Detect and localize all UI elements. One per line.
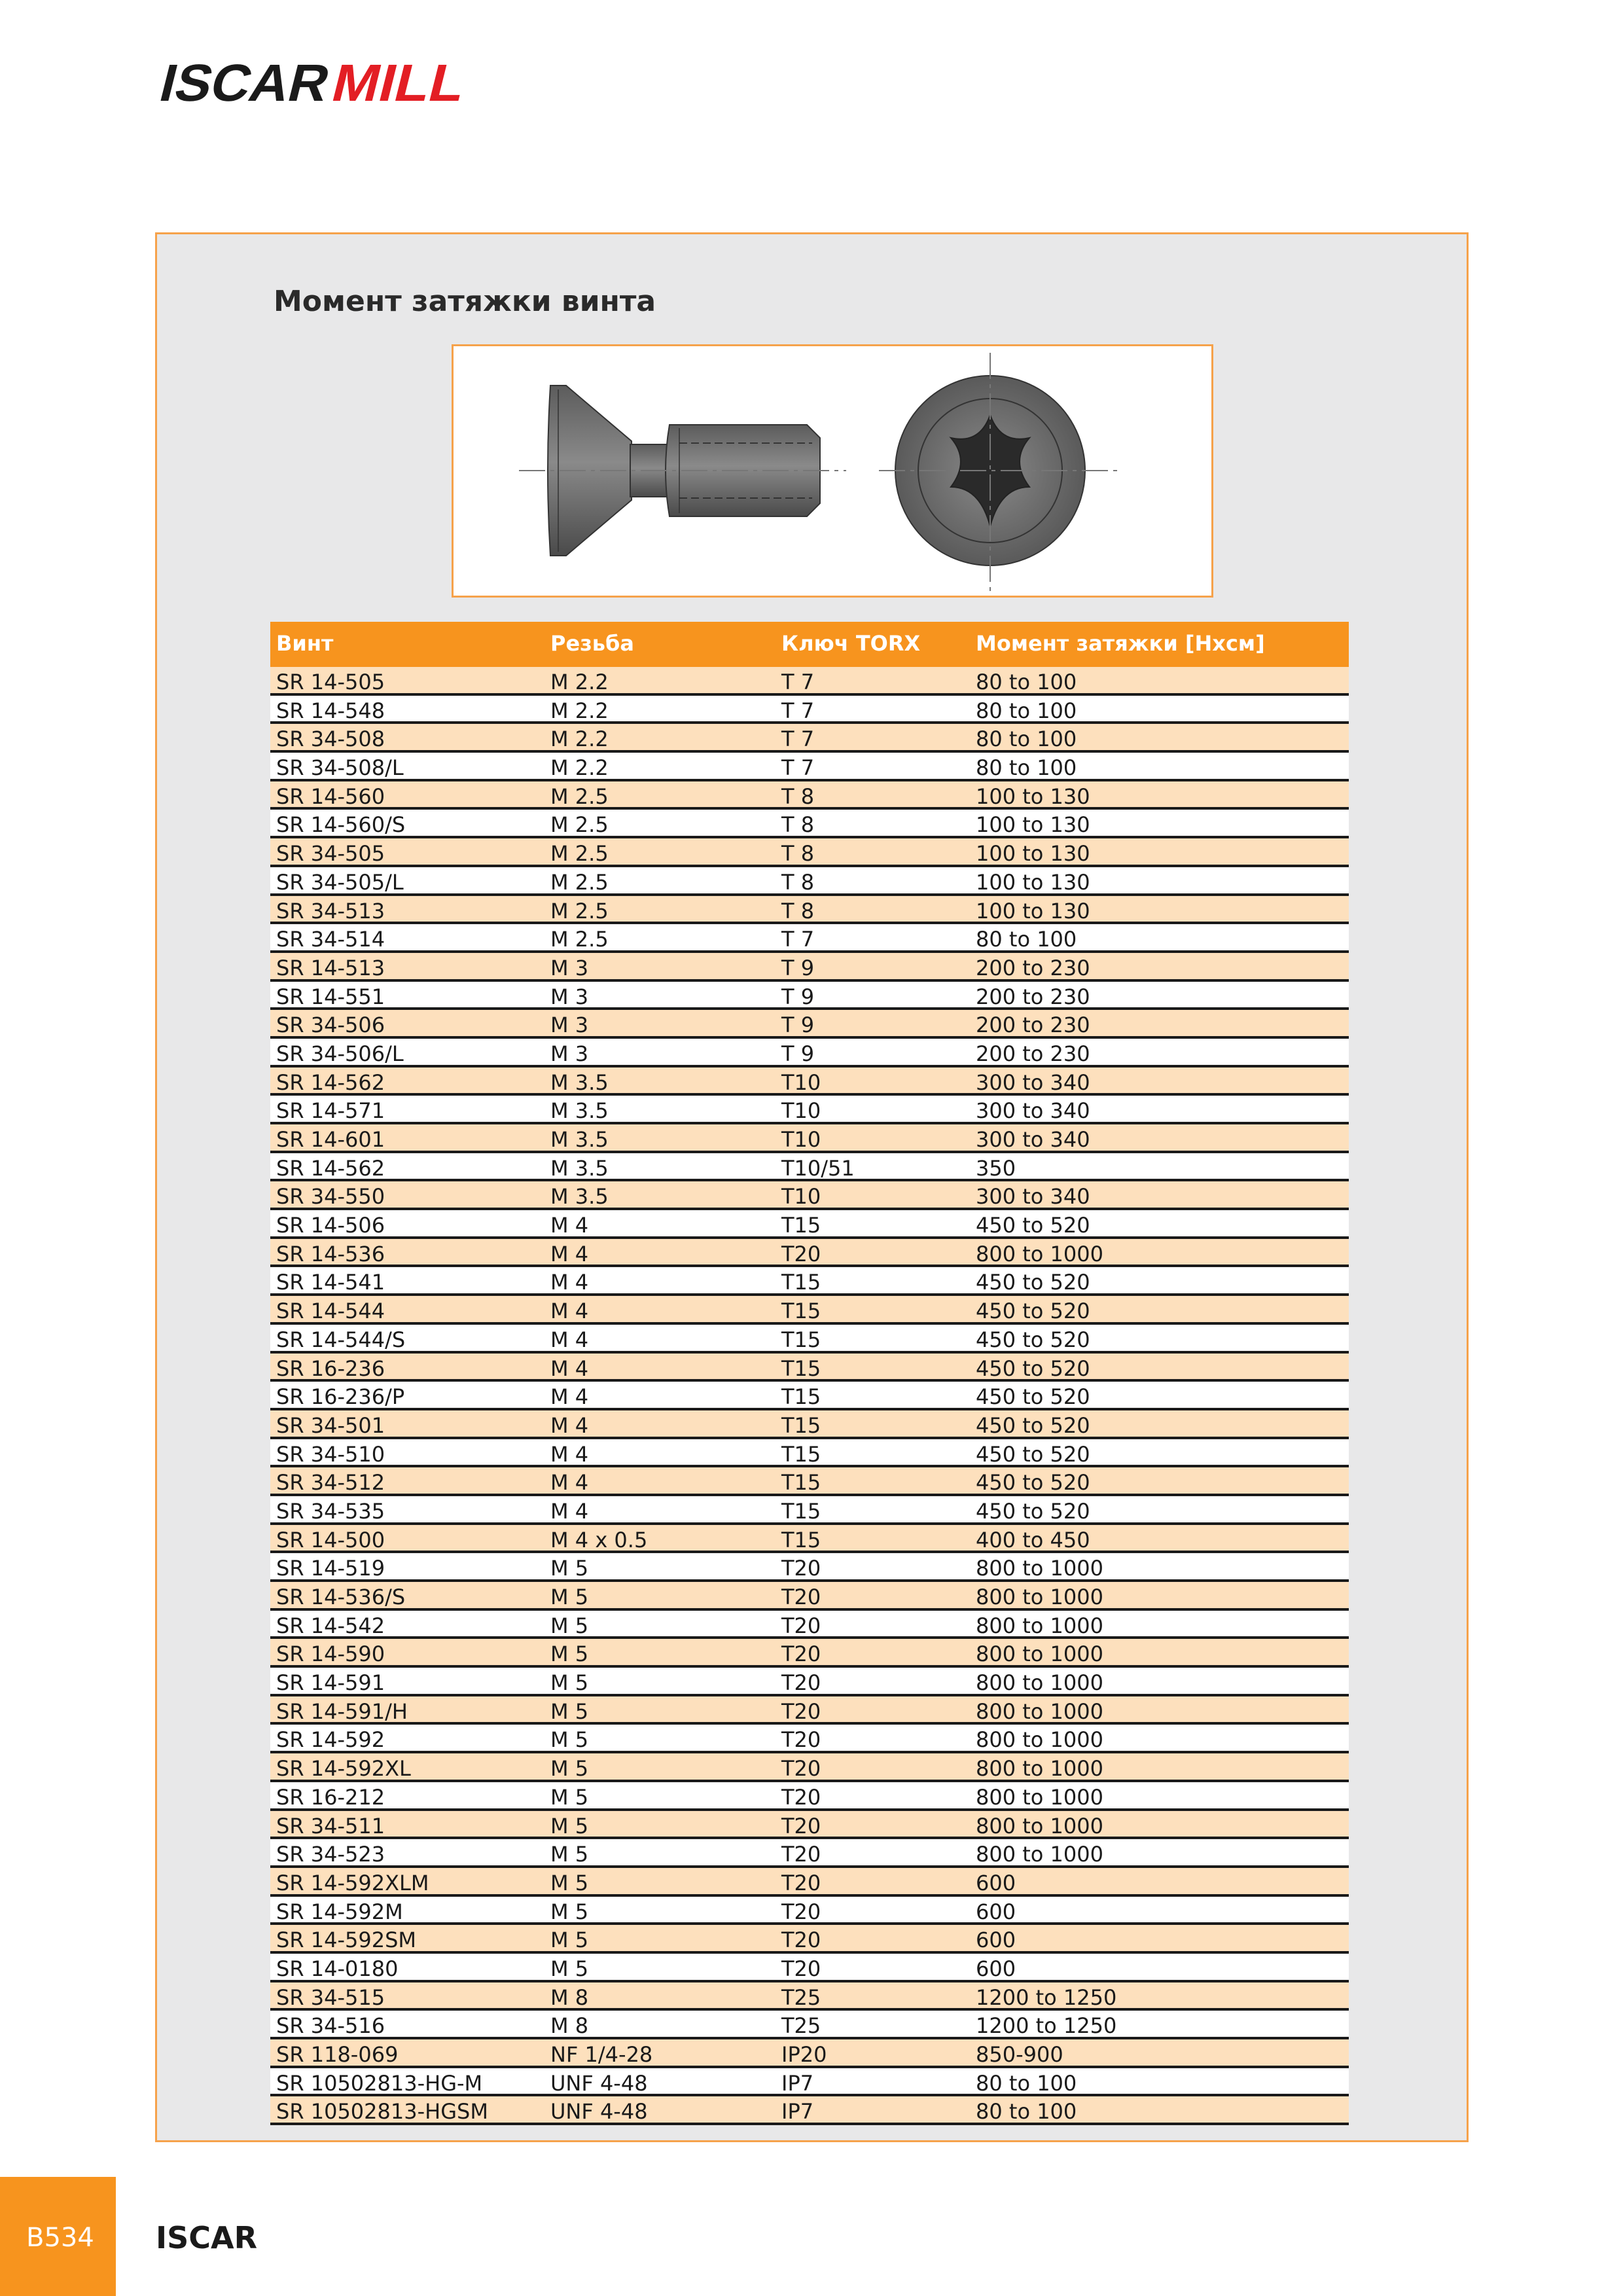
cell-torx: T10 [781,1069,821,1095]
cell-torx: T20 [781,1870,821,1895]
cell-thread: M 2.5 [550,783,609,809]
cell-torx: T 9 [781,1041,815,1066]
cell-torx: IP7 [781,2099,814,2125]
iscarmill-logo [156,54,463,107]
svg-text:MILL: MILL [326,54,463,107]
table-row [270,1753,1349,1782]
cell-torque: 200 to 230 [976,984,1090,1009]
cell-screw: SR 14-590 [276,1641,385,1667]
cell-torx: T 8 [781,869,815,895]
table-row [270,1496,1349,1525]
cell-screw: SR 14-592M [276,1899,403,1924]
table-row [270,1525,1349,1554]
table-row [270,1267,1349,1296]
cell-thread: M 5 [550,1641,589,1667]
table-row [270,896,1349,925]
cell-thread: UNF 4-48 [550,2070,648,2096]
cell-thread: M 2.5 [550,898,609,924]
table-row [270,2011,1349,2039]
cell-screw: SR 14-506 [276,1213,385,1238]
cell-torque: 800 to 1000 [976,1641,1103,1667]
col-header-torx: Ключ TORX [781,631,921,656]
cell-thread: M 4 [550,1270,589,1295]
cell-thread: M 5 [550,1784,589,1810]
table-row [270,1582,1349,1611]
cell-thread: M 3.5 [550,1155,609,1181]
cell-screw: SR 14-551 [276,984,385,1009]
screw-illustration [452,344,1213,598]
cell-screw: SR 14-541 [276,1270,385,1295]
cell-torque: 450 to 520 [976,1355,1090,1381]
cell-torque: 100 to 130 [976,869,1090,895]
cell-torx: T15 [781,1470,821,1496]
cell-torx: T 8 [781,783,815,809]
cell-screw: SR 118-069 [276,2042,399,2067]
cell-screw: SR 16-236/P [276,1384,405,1410]
cell-thread: M 5 [550,1813,589,1839]
cell-screw: SR 34-505/L [276,869,404,895]
cell-torx: T 7 [781,726,815,752]
cell-torx: T20 [781,1556,821,1581]
page-number: B534 [26,2223,94,2253]
table-body [270,667,1349,2125]
table-row [270,982,1349,1011]
cell-screw: SR 14-536/S [276,1585,406,1609]
cell-torx: T15 [781,1213,821,1238]
table-row [270,1153,1349,1182]
cell-torx: T20 [781,1756,821,1782]
cell-screw: SR 14-513 [276,955,385,980]
cell-torx: T20 [781,1641,821,1667]
cell-thread: M 4 [550,1327,589,1352]
section-title: Момент затяжки винта [274,285,656,318]
cell-thread: M 4 [550,1412,589,1438]
cell-thread: M 5 [550,1670,589,1696]
cell-torque: 300 to 340 [976,1127,1090,1152]
cell-thread: M 2.2 [550,726,609,752]
cell-torque: 100 to 130 [976,841,1090,867]
table-row [270,2096,1349,2125]
cell-torx: T20 [781,1928,821,1953]
cell-torque: 80 to 100 [976,755,1077,781]
cell-torque: 800 to 1000 [976,1842,1103,1867]
cell-torx: T20 [781,1784,821,1810]
cell-thread: M 3.5 [550,1184,609,1210]
cell-screw: SR 14-548 [276,698,385,723]
cell-screw: SR 34-514 [276,927,385,952]
cell-thread: NF 1/4-28 [550,2042,653,2067]
table-row [270,781,1349,810]
table-row [270,1868,1349,1897]
table-row [270,724,1349,753]
cell-torque: 600 [976,1928,1016,1953]
cell-torque: 80 to 100 [976,2070,1077,2096]
cell-screw: SR 34-510 [276,1441,385,1467]
cell-screw: SR 14-0180 [276,1956,399,1981]
cell-torque: 800 to 1000 [976,1585,1103,1609]
torque-table [270,622,1349,2125]
table-row [270,1124,1349,1153]
cell-thread: M 5 [550,1585,589,1609]
cell-torque: 600 [976,1870,1016,1895]
cell-torx: T20 [781,1899,821,1924]
cell-torx: T15 [781,1270,821,1295]
cell-screw: SR 34-511 [276,1813,385,1839]
cell-screw: SR 14-591/H [276,1698,408,1724]
cell-torque: 100 to 130 [976,898,1090,924]
cell-torx: T20 [781,1613,821,1638]
cell-screw: SR 34-535 [276,1498,385,1524]
cell-torque: 450 to 520 [976,1270,1090,1295]
table-row [270,1782,1349,1811]
cell-torque: 1200 to 1250 [976,2013,1117,2039]
cell-screw: SR 34-550 [276,1184,385,1210]
cell-screw: SR 14-601 [276,1127,385,1152]
cell-screw: SR 34-513 [276,898,385,924]
cell-screw: SR 34-506 [276,1013,385,1038]
cell-screw: SR 14-500 [276,1527,385,1552]
cell-screw: SR 10502813-HGSM [276,2099,488,2125]
cell-torx: T 7 [781,755,815,781]
cell-torque: 450 to 520 [976,1441,1090,1467]
cell-screw: SR 16-212 [276,1784,385,1810]
cell-torque: 600 [976,1956,1016,1981]
cell-torque: 200 to 230 [976,955,1090,980]
cell-thread: M 5 [550,1556,589,1581]
cell-torx: T 7 [781,698,815,723]
cell-torque: 450 to 520 [976,1412,1090,1438]
cell-thread: M 2.2 [550,670,609,694]
cell-thread: UNF 4-48 [550,2099,648,2125]
table-row [270,1725,1349,1753]
cell-torque: 80 to 100 [976,2099,1077,2125]
table-row [270,1954,1349,1982]
cell-thread: M 3.5 [550,1098,609,1124]
cell-thread: M 2.2 [550,755,609,781]
cell-torx: T10 [781,1184,821,1210]
cell-thread: M 2.5 [550,841,609,867]
cell-screw: SR 14-560 [276,783,385,809]
table-row [270,1181,1349,1210]
cell-torx: T20 [781,1813,821,1839]
cell-torque: 800 to 1000 [976,1813,1103,1839]
cell-torx: IP7 [781,2070,814,2096]
cell-thread: M 5 [550,1727,589,1753]
cell-torx: T20 [781,1842,821,1867]
cell-torque: 450 to 520 [976,1213,1090,1238]
cell-torx: T15 [781,1384,821,1410]
cell-screw: SR 14-505 [276,670,385,694]
table-row [270,1039,1349,1067]
table-row [270,1811,1349,1840]
cell-thread: M 5 [550,1698,589,1724]
table-row [270,2068,1349,2097]
cell-torque: 450 to 520 [976,1470,1090,1496]
cell-torx: T15 [781,1327,821,1352]
table-row [270,1467,1349,1496]
col-header-screw: Винт [276,631,334,656]
cell-thread: M 4 [550,1355,589,1381]
cell-screw: SR 14-562 [276,1069,385,1095]
cell-thread: M 8 [550,1984,589,2010]
cell-torx: T 9 [781,984,815,1009]
cell-torx: T20 [781,1727,821,1753]
cell-thread: M 5 [550,1756,589,1782]
table-row [270,1897,1349,1926]
cell-thread: M 5 [550,1899,589,1924]
cell-torque: 600 [976,1899,1016,1924]
cell-torx: T 8 [781,898,815,924]
cell-thread: M 4 [550,1384,589,1410]
cell-torque: 350 [976,1155,1016,1181]
table-row [270,1925,1349,1954]
cell-torque: 80 to 100 [976,726,1077,752]
cell-torque: 1200 to 1250 [976,1984,1117,2010]
cell-screw: SR 10502813-HG-M [276,2070,483,2096]
cell-thread: M 2.2 [550,698,609,723]
cell-torx: T20 [781,1956,821,1981]
cell-thread: M 4 [550,1213,589,1238]
cell-torx: T 8 [781,812,815,838]
table-row [270,1696,1349,1725]
table-row [270,1354,1349,1382]
cell-screw: SR 14-542 [276,1613,385,1638]
cell-thread: M 2.5 [550,927,609,952]
cell-thread: M 5 [550,1870,589,1895]
cell-screw: SR 14-592XL [276,1756,411,1782]
table-row [270,1210,1349,1239]
cell-screw: SR 34-515 [276,1984,385,2010]
cell-torque: 800 to 1000 [976,1613,1103,1638]
cell-thread: M 4 [550,1441,589,1467]
cell-torx: T10 [781,1098,821,1124]
cell-torx: IP20 [781,2042,827,2067]
cell-thread: M 5 [550,1956,589,1981]
cell-torque: 200 to 230 [976,1041,1090,1066]
table-row [270,1325,1349,1354]
cell-thread: M 3 [550,984,589,1009]
cell-thread: M 2.5 [550,869,609,895]
cell-torx: T20 [781,1670,821,1696]
cell-torque: 850-900 [976,2042,1063,2067]
cell-screw: SR 34-501 [276,1412,385,1438]
cell-screw: SR 14-562 [276,1155,385,1181]
cell-thread: M 4 [550,1470,589,1496]
cell-thread: M 3 [550,1013,589,1038]
cell-torx: T15 [781,1299,821,1324]
cell-torx: T15 [781,1498,821,1524]
cell-torx: T15 [781,1355,821,1381]
cell-screw: SR 14-536 [276,1241,385,1266]
table-row [270,2039,1349,2068]
cell-screw: SR 34-512 [276,1470,385,1496]
cell-torque: 800 to 1000 [976,1698,1103,1724]
cell-screw: SR 34-508/L [276,755,404,781]
cell-torque: 300 to 340 [976,1184,1090,1210]
table-row [270,696,1349,725]
cell-torx: T15 [781,1412,821,1438]
cell-torx: T25 [781,1984,821,2010]
cell-torque: 800 to 1000 [976,1784,1103,1810]
table-row [270,1982,1349,2011]
cell-torx: T 9 [781,1013,815,1038]
cell-screw: SR 14-560/S [276,812,406,838]
table-row [270,810,1349,838]
cell-torque: 80 to 100 [976,670,1077,694]
table-row [270,838,1349,867]
cell-screw: SR 34-516 [276,2013,385,2039]
table-row [270,1668,1349,1696]
cell-torque: 800 to 1000 [976,1670,1103,1696]
cell-screw: SR 34-505 [276,841,385,867]
svg-text:ISCAR: ISCAR [156,54,332,107]
footer-brand: ISCAR [156,2220,258,2255]
cell-torx: T 8 [781,841,815,867]
cell-torque: 80 to 100 [976,927,1077,952]
table-row [270,1611,1349,1640]
col-header-thread: Резьба [550,631,634,656]
cell-torque: 450 to 520 [976,1384,1090,1410]
cell-thread: M 2.5 [550,812,609,838]
table-row [270,1410,1349,1439]
cell-screw: SR 34-508 [276,726,385,752]
table-row [270,1639,1349,1668]
table-row [270,1239,1349,1268]
table-row [270,1296,1349,1325]
cell-screw: SR 14-571 [276,1098,385,1124]
cell-thread: M 3.5 [550,1127,609,1152]
cell-torx: T15 [781,1441,821,1467]
table-row [270,753,1349,781]
cell-torque: 450 to 520 [976,1498,1090,1524]
table-row [270,953,1349,982]
cell-torx: T15 [781,1527,821,1552]
cell-torx: T 7 [781,927,815,952]
col-header-torque: Момент затяжки [Нхсм] [976,631,1265,656]
cell-torque: 400 to 450 [976,1527,1090,1552]
cell-thread: M 3.5 [550,1069,609,1095]
table-row [270,1439,1349,1468]
table-row [270,1096,1349,1124]
table-header [270,622,1349,667]
cell-thread: M 4 [550,1498,589,1524]
cell-screw: SR 34-506/L [276,1041,404,1066]
cell-torx: T10/51 [781,1155,855,1181]
cell-torx: T10 [781,1127,821,1152]
cell-torx: T 7 [781,670,815,694]
cell-torque: 100 to 130 [976,783,1090,809]
cell-screw: SR 14-519 [276,1556,385,1581]
cell-screw: SR 34-523 [276,1842,385,1867]
cell-torx: T20 [781,1241,821,1266]
cell-torque: 450 to 520 [976,1299,1090,1324]
cell-torx: T20 [781,1698,821,1724]
cell-thread: M 5 [550,1928,589,1953]
cell-thread: M 5 [550,1613,589,1638]
table-row [270,867,1349,896]
cell-torque: 300 to 340 [976,1069,1090,1095]
table-row [270,924,1349,953]
table-row [270,1382,1349,1410]
cell-thread: M 4 [550,1241,589,1266]
table-row [270,667,1349,696]
cell-screw: SR 16-236 [276,1355,385,1381]
table-row [270,1839,1349,1868]
cell-thread: M 4 [550,1299,589,1324]
cell-torque: 800 to 1000 [976,1727,1103,1753]
table-row [270,1010,1349,1039]
cell-thread: M 3 [550,955,589,980]
cell-screw: SR 14-544/S [276,1327,406,1352]
cell-torque: 800 to 1000 [976,1756,1103,1782]
cell-torque: 300 to 340 [976,1098,1090,1124]
table-row [270,1067,1349,1096]
cell-torque: 450 to 520 [976,1327,1090,1352]
cell-torque: 80 to 100 [976,698,1077,723]
cell-thread: M 4 x 0.5 [550,1527,648,1552]
cell-screw: SR 14-592 [276,1727,385,1753]
cell-screw: SR 14-591 [276,1670,385,1696]
cell-torx: T25 [781,2013,821,2039]
cell-screw: SR 14-544 [276,1299,385,1324]
cell-torque: 800 to 1000 [976,1556,1103,1581]
cell-screw: SR 14-592XLM [276,1870,429,1895]
cell-torque: 200 to 230 [976,1013,1090,1038]
cell-torque: 800 to 1000 [976,1241,1103,1266]
cell-thread: M 3 [550,1041,589,1066]
cell-torx: T20 [781,1585,821,1609]
cell-thread: M 5 [550,1842,589,1867]
cell-torque: 100 to 130 [976,812,1090,838]
table-row [270,1553,1349,1582]
cell-thread: M 8 [550,2013,589,2039]
cell-screw: SR 14-592SM [276,1928,416,1953]
cell-torx: T 9 [781,955,815,980]
